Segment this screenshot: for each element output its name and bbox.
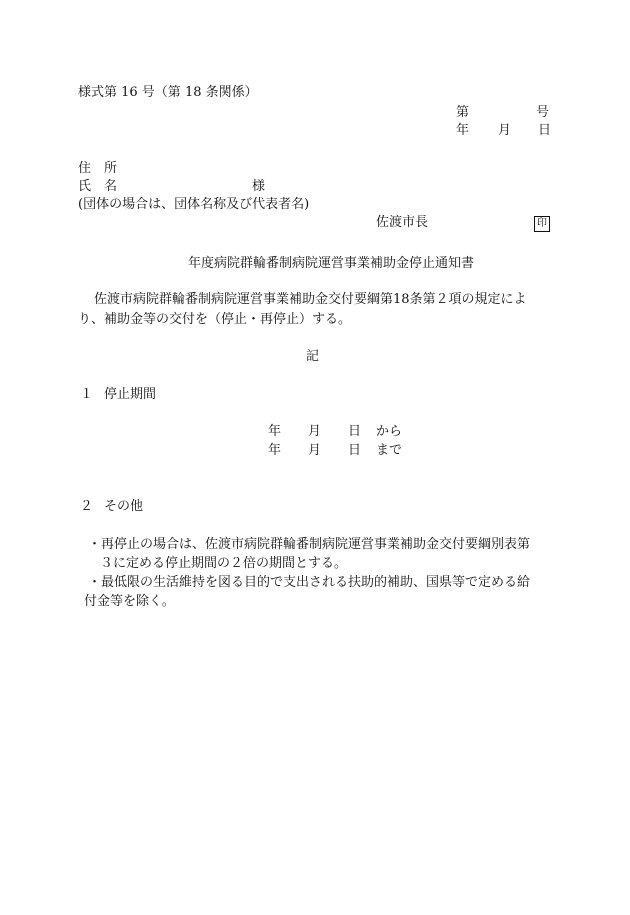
section-2-label: その他 xyxy=(104,499,144,514)
address-label: 住 所 xyxy=(78,161,118,176)
date-year: 年 xyxy=(456,123,470,138)
note-2-line-2: 付金等を除く。 xyxy=(84,594,175,609)
body-line-2: り、補助金等の交付を（停止・再停止）する。 xyxy=(78,312,352,327)
section-1-label: 停止期間 xyxy=(104,387,157,402)
doc-number-prefix: 第 xyxy=(456,105,470,120)
section-2-number: ２ xyxy=(80,499,94,514)
period-end-month: 月 xyxy=(308,443,322,458)
note-1-line-2: ３に定める停止期間の２倍の期間とする。 xyxy=(100,556,348,571)
name-label: 氏 名 xyxy=(78,179,118,194)
date-day: 日 xyxy=(538,123,552,138)
organization-note: (団体の場合は、団体名称及び代表者名) xyxy=(78,197,310,212)
issuer-mayor: 佐渡市長 xyxy=(376,215,429,230)
ki-heading: 記 xyxy=(306,349,320,364)
body-line-1: 佐渡市病院群輪番制病院運営事業補助金交付要綱第18条第２項の規定によ xyxy=(94,292,527,307)
section-1-number: １ xyxy=(80,387,94,402)
seal-mark: 印 xyxy=(534,216,550,232)
period-end-suffix: まで xyxy=(376,443,403,458)
note-2-line-1: ・最低限の生活維持を図る目的で支出される扶助的補助、国県等で定める給 xyxy=(88,575,531,590)
form-number: 様式第 16 号（第 18 条関係） xyxy=(78,85,258,100)
period-end-day: 日 xyxy=(348,443,362,458)
period-start-year: 年 xyxy=(268,424,282,439)
period-end-year: 年 xyxy=(268,443,282,458)
date-month: 月 xyxy=(498,123,512,138)
note-1-line-1: ・再停止の場合は、佐渡市病院群輪番制病院運営事業補助金交付要綱別表第 xyxy=(88,537,531,552)
period-start-day: 日 xyxy=(348,424,362,439)
period-start-month: 月 xyxy=(308,424,322,439)
period-start-suffix: から xyxy=(376,424,403,439)
doc-number-suffix: 号 xyxy=(536,105,550,120)
document-title: 年度病院群輪番制病院運営事業補助金停止通知書 xyxy=(188,256,475,271)
honorific: 様 xyxy=(252,179,266,194)
